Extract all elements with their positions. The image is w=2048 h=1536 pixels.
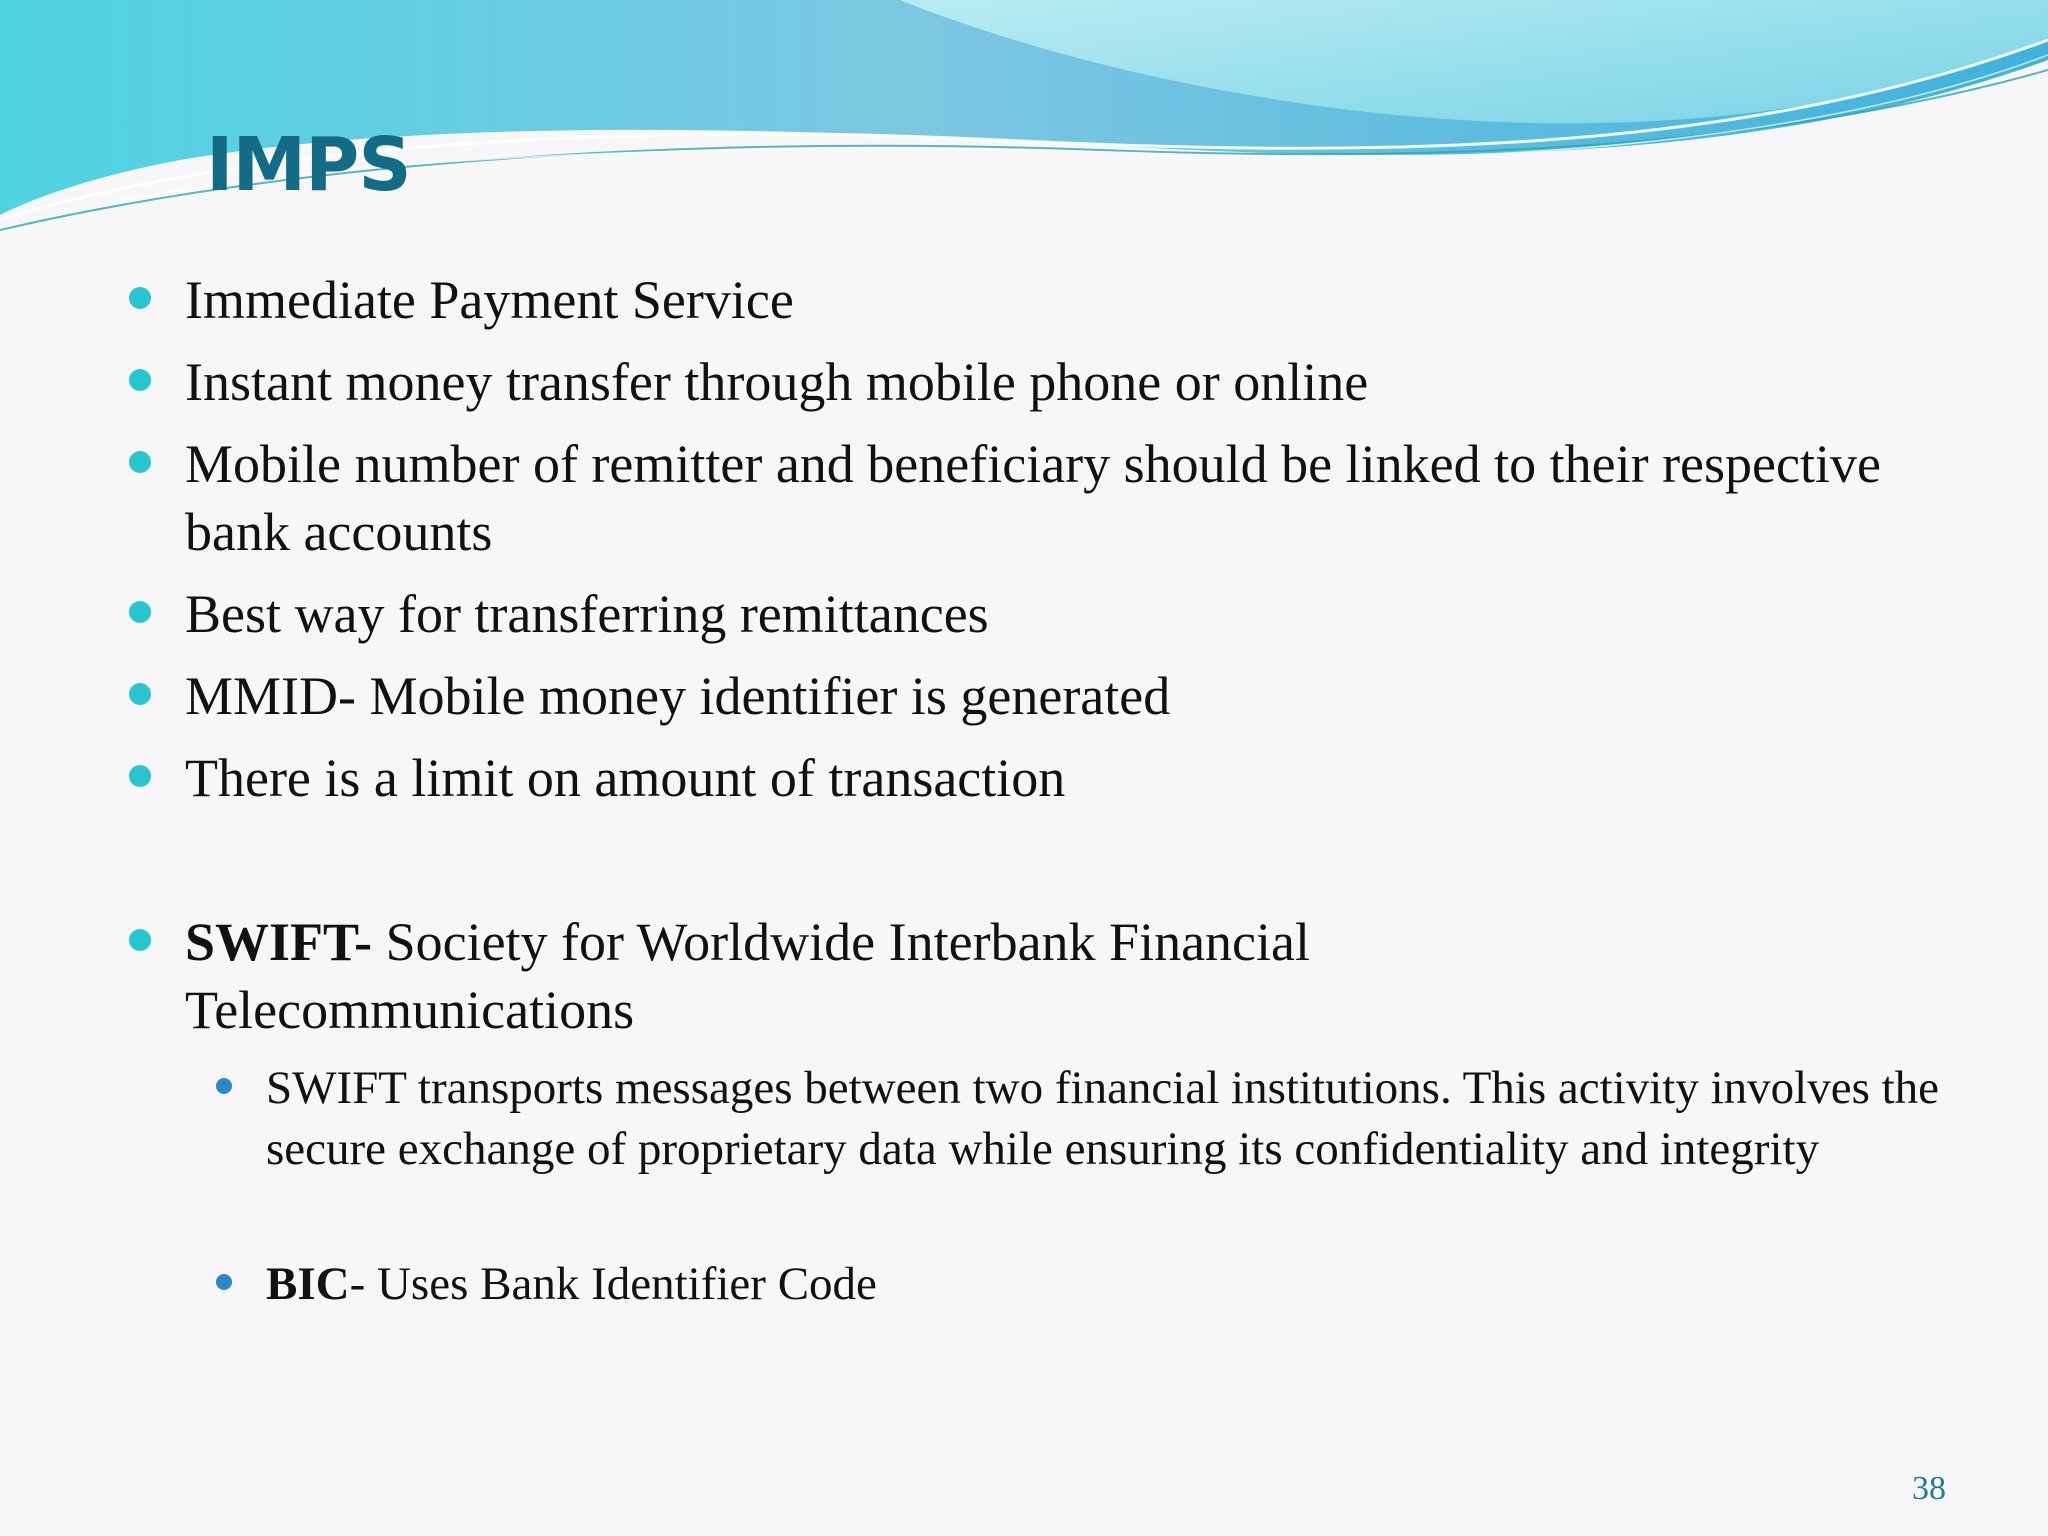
swift-label: SWIFT-	[185, 912, 373, 972]
bullet-item: There is a limit on amount of transaction	[185, 744, 1885, 812]
bullet-dot-icon	[129, 451, 151, 473]
page-number: 38	[1912, 1470, 1946, 1507]
sub-bullet-dot-icon	[216, 1274, 232, 1290]
bullet-item-swift	[185, 908, 1485, 1044]
bullet-dot-icon	[129, 683, 151, 705]
slide-title: IMPS	[206, 122, 411, 208]
bullet-item: MMID- Mobile money identifier is generated	[185, 662, 1885, 730]
bullet-item: Immediate Payment Service	[185, 266, 1885, 334]
bullet-item: Instant money transfer through mobile phone or online	[185, 348, 1885, 416]
bullet-item: Mobile number of remitter and beneficiary should be linked to their respective bank accounts	[185, 430, 1885, 566]
swift-description: Society for Worldwide Interbank Financial Telecommunications	[185, 912, 1310, 1040]
bic-label: BIC	[266, 1258, 350, 1310]
bullet-dot-icon	[129, 369, 151, 391]
bullet-dot-icon	[129, 929, 151, 951]
bullet-item: Best way for transferring remittances	[185, 580, 1885, 648]
bullet-dot-icon	[129, 601, 151, 623]
bullet-dot-icon	[129, 765, 151, 787]
bullet-dot-icon	[129, 287, 151, 309]
sub-bullet-dot-icon	[216, 1078, 232, 1094]
sub-bullet-item: SWIFT transports messages between two financial institutions. This activity involves the secure exchange of proprietary data while ensuring its confidentiality and integrity	[266, 1058, 1946, 1180]
sub-bullet-item: BIC- Uses Bank Identifier Code	[266, 1254, 1946, 1315]
